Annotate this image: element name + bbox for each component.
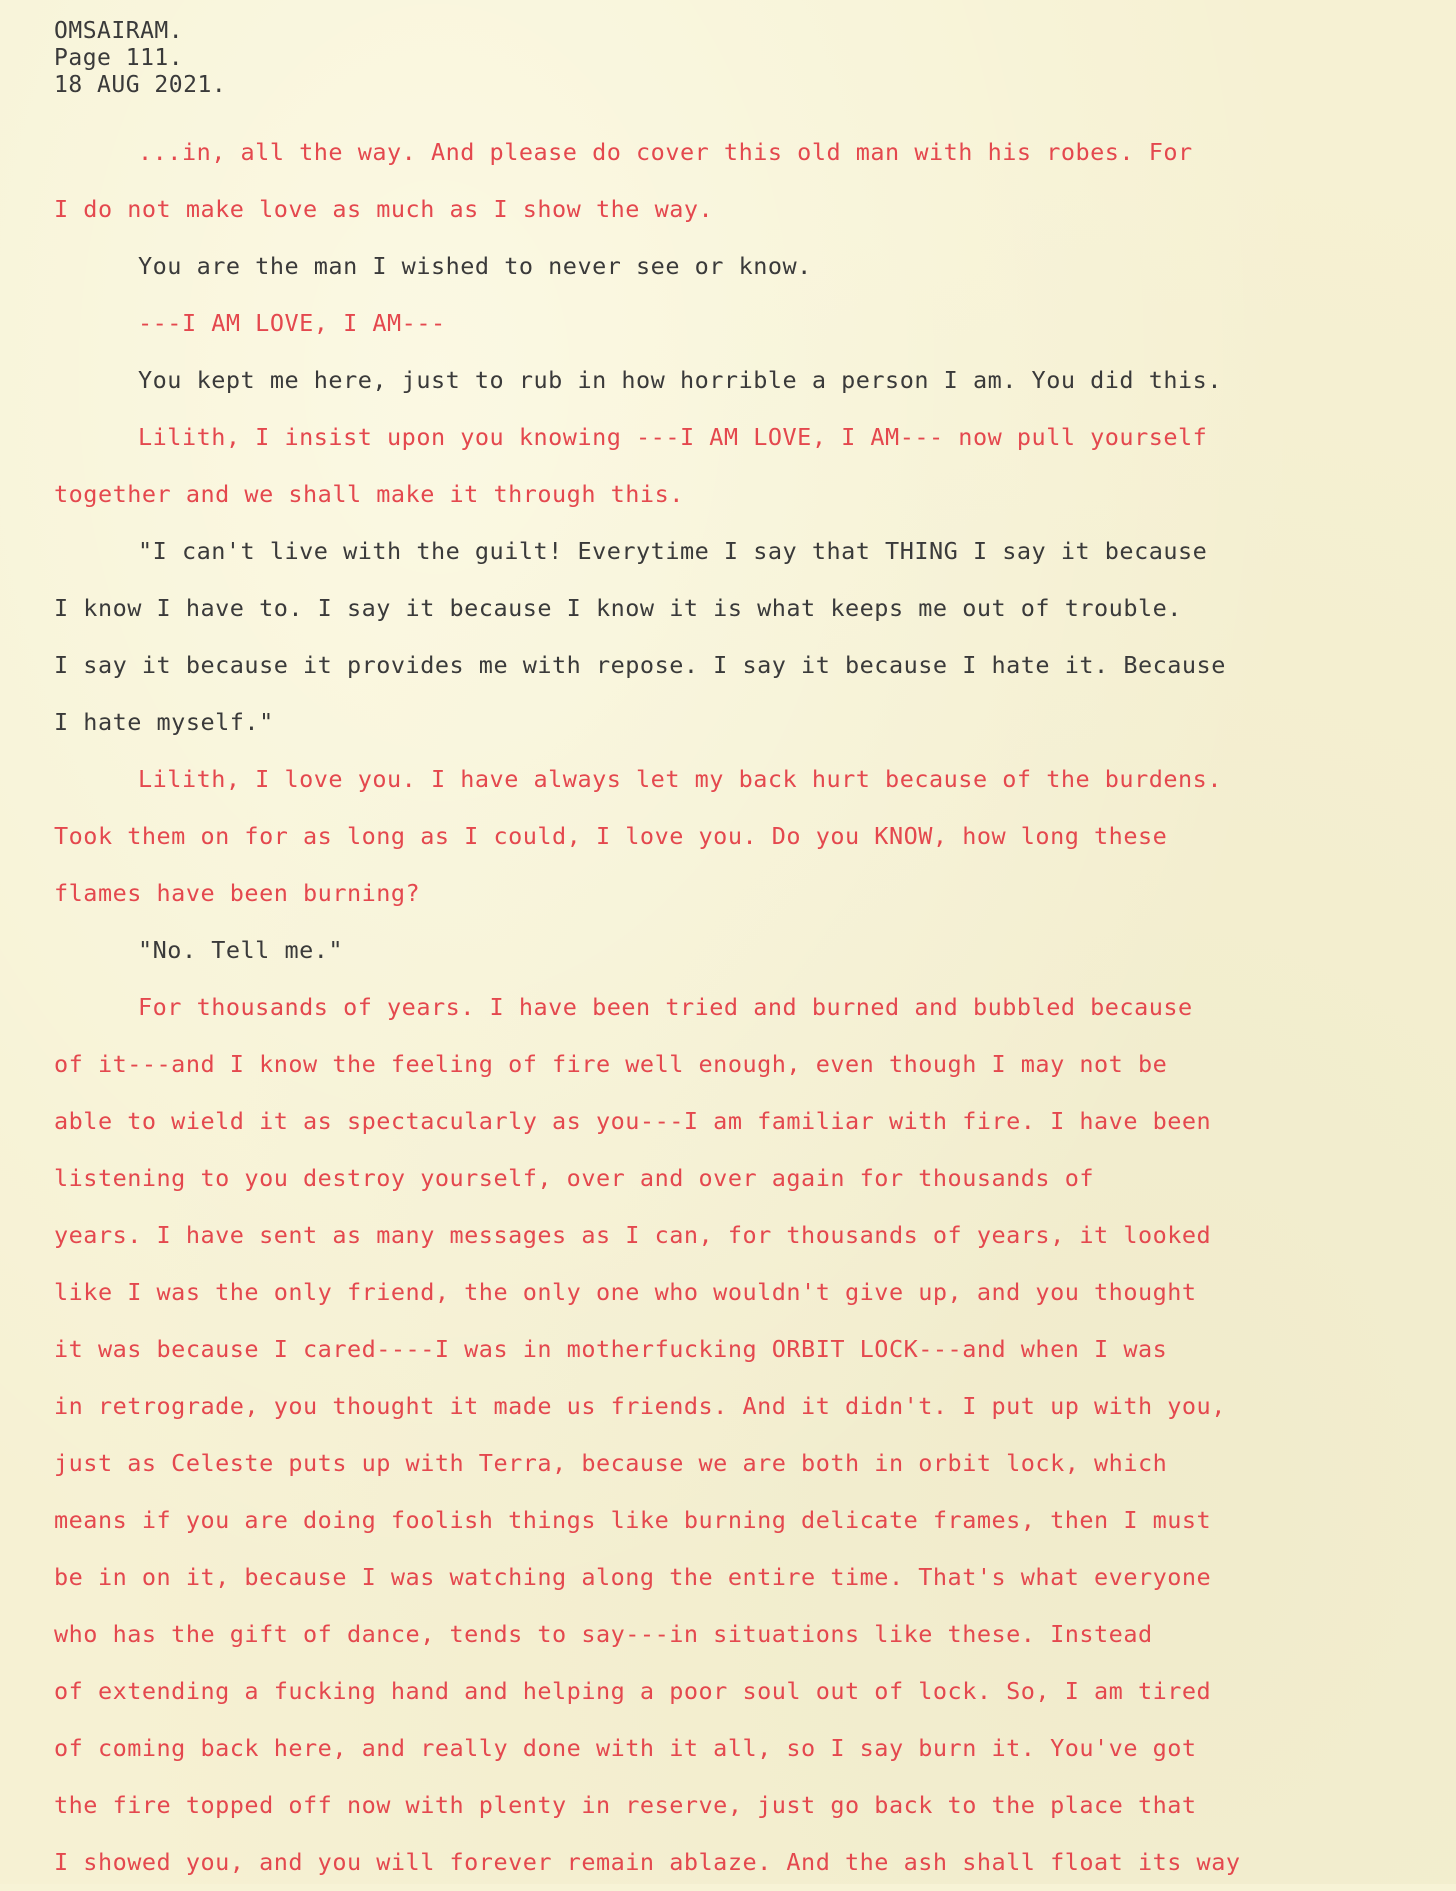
body-text <box>54 124 1414 1891</box>
text-line: be in on it, because I was watching along the entire time. That's what everyone <box>54 1563 1212 1591</box>
text-line: listening to you destroy yourself, over and over again for thousands of <box>54 1164 1095 1192</box>
text-line: I know I have to. I say it because I know it is what keeps me out of trouble. <box>54 594 1182 622</box>
text-line: it was because I cared----I was in motherfucking ORBIT LOCK---and when I was <box>54 1335 1168 1363</box>
page-number: Page 111. <box>54 45 184 71</box>
text-line: who has the gift of dance, tends to say---in situations like these. Instead <box>54 1620 1153 1648</box>
text-line: means if you are doing foolish things like burning delicate frames, then I must <box>54 1506 1212 1534</box>
text-line: of extending a fucking hand and helping a poor soul out of lock. So, I am tired <box>54 1677 1212 1705</box>
text-line: the fire topped off now with plenty in reserve, just go back to the place that <box>54 1791 1197 1819</box>
text-line: together and we shall make it through this. <box>54 480 684 508</box>
header-title: OMSAIRAM. <box>54 18 184 44</box>
text-line: "No. Tell me." <box>138 936 344 964</box>
text-line: of it---and I know the feeling of fire well enough, even though I may not be <box>54 1050 1168 1078</box>
text-line: ---I AM LOVE, I AM--- <box>138 309 446 337</box>
text-line: Lilith, I insist upon you knowing ---I AM LOVE, I AM--- now pull yourself <box>138 423 1208 451</box>
text-line: Took them on for as long as I could, I love you. Do you KNOW, how long these <box>54 822 1168 850</box>
text-line: I say it because it provides me with repose. I say it because I hate it. Because <box>54 651 1226 679</box>
text-line: in retrograde, you thought it made us friends. And it didn't. I put up with you, <box>54 1392 1226 1420</box>
text-line: of coming back here, and really done with it all, so I say burn it. You've got <box>54 1734 1197 1762</box>
text-line: I showed you, and you will forever remain ablaze. And the ash shall float its way <box>54 1848 1241 1876</box>
text-line: just as Celeste puts up with Terra, because we are both in orbit lock, which <box>54 1449 1168 1477</box>
text-line: I hate myself." <box>54 708 274 736</box>
text-line: For thousands of years. I have been tried and burned and bubbled because <box>138 993 1193 1021</box>
text-line: You kept me here, just to rub in how horrible a person I am. You did this. <box>138 366 1222 394</box>
text-line: ...in, all the way. And please do cover this old man with his robes. For <box>138 138 1193 166</box>
page-header <box>54 18 226 99</box>
text-line: like I was the only friend, the only one who wouldn't give up, and you thought <box>54 1278 1197 1306</box>
text-line: I do not make love as much as I show the way. <box>54 195 714 223</box>
text-line: years. I have sent as many messages as I can, for thousands of years, it looked <box>54 1221 1212 1249</box>
text-line: You are the man I wished to never see or know. <box>138 252 812 280</box>
text-line: flames have been burning? <box>54 879 421 907</box>
text-line: "I can't live with the guilt! Everytime I say that THING I say it because <box>138 537 1208 565</box>
text-line: able to wield it as spectacularly as you---I am familiar with fire. I have been <box>54 1107 1212 1135</box>
text-line: Lilith, I love you. I have always let my back hurt because of the burdens. <box>138 765 1222 793</box>
page-date: 18 AUG 2021. <box>54 72 227 98</box>
